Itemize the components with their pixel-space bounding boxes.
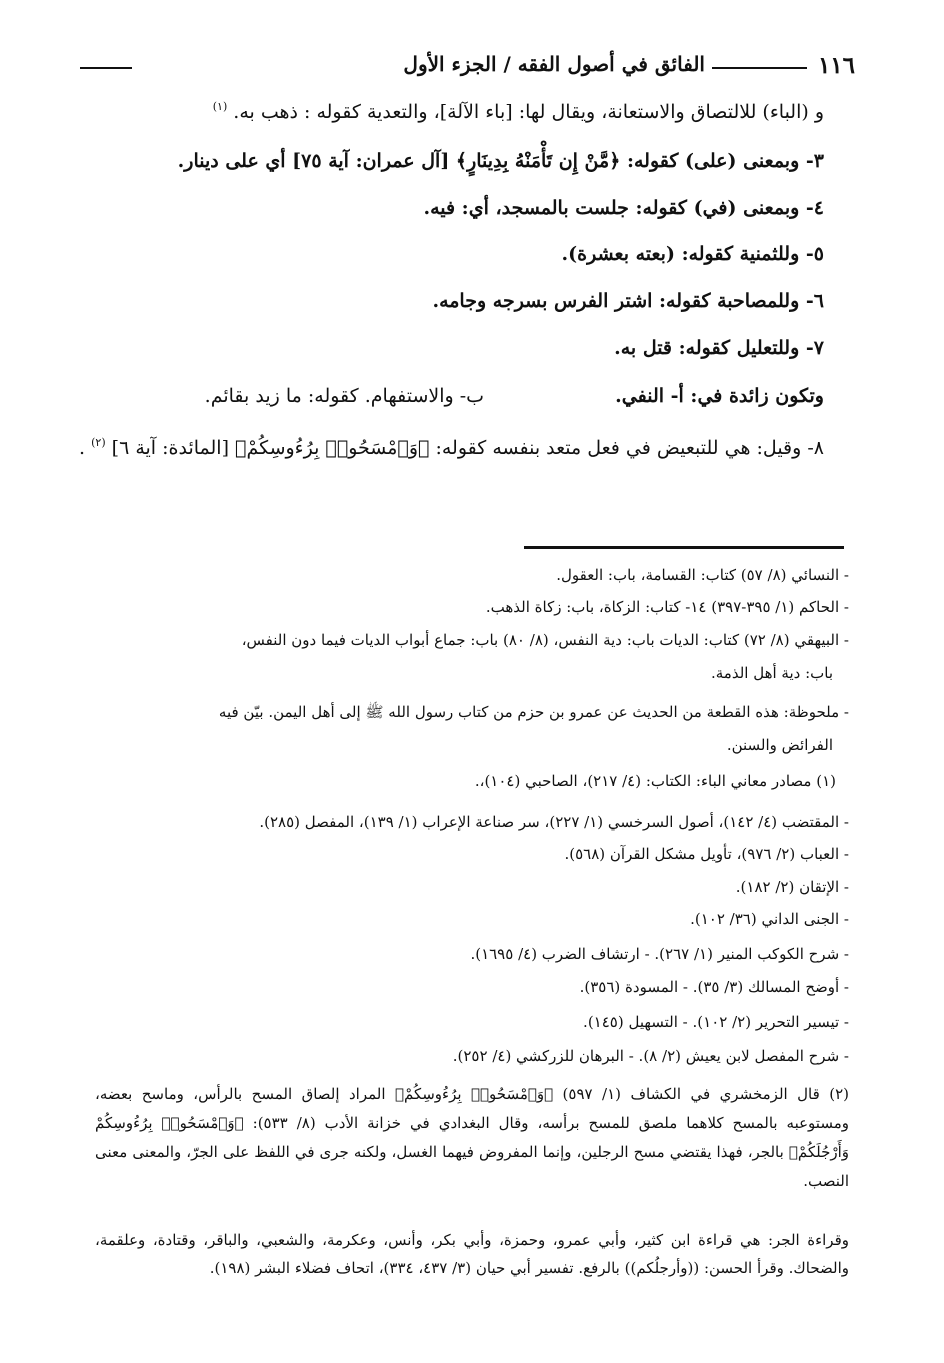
footnote-separator [524, 546, 844, 549]
line-ba [60, 101, 824, 124]
item-3: ٣- وبمعنى (على) كقوله: ﴿مَّنْ إِن تَأْمَنْهُ بِدِينَارٍ﴾ [آل عمران: آية ٧٥] أي على دينار. [177, 150, 824, 172]
item-8 [60, 428, 824, 471]
zaida-b: ب- والاستفهام. كقوله: ما زيد بقائم. [204, 385, 484, 407]
footnote-hakim: - الحاكم (١/ ٣٩٥-٣٩٧) ١٤- كتاب: الزكاة، باب: زكاة الذهب. [485, 598, 849, 616]
item-4: ٤- وبمعنى (في) كقوله: جلست بالمسجد، أي: فيه. [423, 197, 824, 219]
header-rule [712, 67, 807, 69]
footnote-ref-2[interactable]: (٢) [91, 436, 106, 449]
item-8-text: ٨- وقيل: هي للتبعيض في فعل متعد بنفسه كقوله: ﴿وَٱمْسَحُوا۟ بِرُءُوسِكُمْ﴾ [المائدة: آية ٦] [111, 437, 824, 459]
source-sharh: - شرح المفصل لابن يعيش (٢/ ٨). - البرهان للزركشي (٤/ ٢٥٢). [452, 1047, 849, 1065]
footnote-ref-1[interactable]: (١) [212, 100, 228, 113]
footnote-bayhaqi: - البيهقي (٨/ ٧٢) كتاب: الديات باب: دية النفس، (٨/ ٨٠) باب: جماع أبواب الديات فيما دون النفس، [241, 631, 849, 649]
zaida-line [60, 385, 824, 415]
source-ubab: - العباب (٢/ ٩٧٦)، تأويل مشكل القرآن (٥٦٨). [564, 845, 849, 863]
footnote-note-cont: الفرائض والسنن. [726, 736, 833, 754]
source-itqan: - الإتقان (٢/ ١٨٢). [735, 878, 849, 896]
page-header [80, 52, 855, 92]
ba-text: و (الباء) للالتصاق والاستعانة، ويقال لها: [باء الآلة]، والتعدية كقوله : ذهب به. [233, 101, 824, 123]
source-jana: - الجنى الداني (٣٦/ ١٠٢). [690, 910, 849, 928]
item-5: ٥- وللثمنية كقوله: (بعته بعشرة). [561, 243, 824, 265]
source-taysir: - تيسير التحرير (٢/ ١٠٢). - التسهيل (١٤٥). [583, 1013, 849, 1031]
running-title: الفائق في أصول الفقه / الجزء الأول [403, 52, 705, 76]
footnote-2-text: (٢) قال الزمخشري في الكشاف (١/ ٥٩٧) ﴿وَٱمْسَحُوا۟ بِرُءُوسِكُمْ﴾ المراد إلصاق المسح بالرأس، وماسح بعضه، ومستوعبه بالمسح كلاهما ملصق للمسح برأسه، وقال البغدادي في خزانة الأدب (٨/ ٥٣٣): ﴿وَٱمْسَحُوا۟ بِرُءُوسِكُمْ وَأَرْجُلَكُمْ﴾ بالجر، فهذا يقتضي مسح الرجلين، وإنما المفروض فيهما الغسل، ولكنه جرى في اللفظ على الجرّ، والمعنى معنى النصب. [95, 1085, 850, 1190]
footnote-note: - ملحوظة: هذه القطعة من الحديث عن عمرو بن حزم من كتاب رسول الله ﷺ إلى أهل اليمن. بيّن فيه [218, 703, 849, 721]
footnote-2-qiraat: وقراءة الجر: هي قراءة ابن كثير، وأبي عمرو، وحمزة، وأبي بكر، وأنس، وعكرمة، والشعبي، والباقر، وقتادة، وعلقمة، والضحاك. وقرأ الحسن: ((وأرجلُكم)) بالرفع. تفسير أبي حيان (٣/ ٤٣٧، ٣٣٤)، اتحاف فضلاء البشر (١٩٨). [95, 1231, 849, 1277]
item-8-end: . [79, 437, 86, 459]
source-muqtadab: - المقتضب (٤/ ١٤٢)، أصول السرخسي (١/ ٢٢٧)، سر صناعة الإعراب (١/ ١٣٩)، المفصل (٢٨٥). [259, 813, 849, 831]
header-rule-end [80, 67, 132, 69]
footnote-1: (١) مصادر معاني الباء: الكتاب: (٤/ ٢١٧)، الصاحبي (١٠٤)،. [474, 772, 836, 790]
zaida-a: وتكون زائدة في: أ- النفي. [615, 385, 824, 407]
page-number: ١١٦ [817, 52, 855, 79]
footnote-nasai: - النسائي (٨/ ٥٧) كتاب: القسامة، باب: العقول. [556, 566, 849, 584]
footnote-2 [95, 1080, 849, 1196]
item-6: ٦- وللمصاحبة كقوله: اشتر الفرس بسرجه وجامه. [432, 290, 824, 312]
source-awdah: - أوضح المسالك (٣/ ٣٥). - المسودة (٣٥٦). [579, 978, 849, 996]
source-kawkab: - شرح الكوكب المنير (١/ ٢٦٧). - ارتشاف الضرب (٤/ ١٦٩٥). [470, 945, 849, 963]
footnote-bayhaqi-cont: باب: دية أهل الذمة. [710, 664, 833, 682]
item-7: ٧- وللتعليل كقوله: قتل به. [614, 337, 824, 359]
